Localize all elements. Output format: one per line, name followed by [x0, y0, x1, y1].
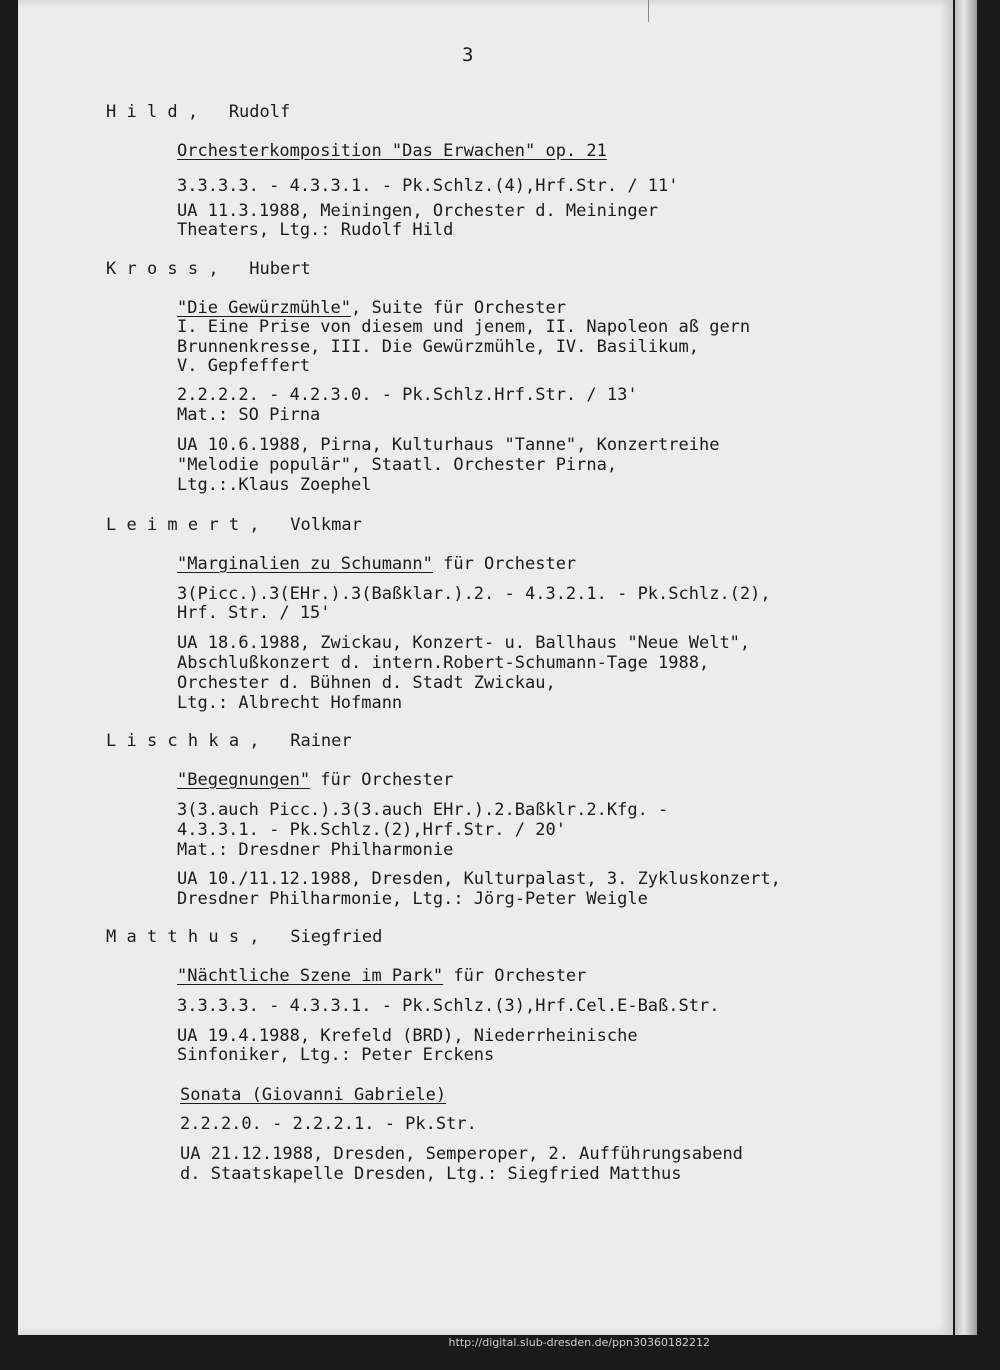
material-line: Mat.: Dresdner Philharmonie	[177, 840, 454, 860]
performance-line: UA 10.6.1988, Pirna, Kulturhaus "Tanne", Konzertreihe	[177, 435, 720, 455]
instrumentation-line: 3(3.auch Picc.).3(3.auch EHr.).2.Baßklr.2.Kfg. -	[177, 800, 669, 820]
scan-mark	[648, 0, 649, 22]
performance-line: Theaters, Ltg.: Rudolf Hild	[177, 220, 454, 240]
composer-name: K r o s s , Hubert	[106, 259, 311, 279]
work-title-line	[177, 967, 586, 986]
performance-line: Abschlußkonzert d. intern.Robert-Schumann-Tage 1988,	[177, 653, 710, 673]
composer-name: M a t t h u s , Siegfried	[106, 927, 383, 947]
work-title-line	[177, 555, 576, 574]
source-url: http://digital.slub-dresden.de/ppn30360182212	[448, 1336, 710, 1349]
work-title: "Die Gewürzmühle"	[177, 298, 351, 318]
performance-line: Dresdner Philharmonie, Ltg.: Jörg-Peter Weigle	[177, 889, 648, 909]
performance-line: UA 18.6.1988, Zwickau, Konzert- u. Ballhaus "Neue Welt",	[177, 633, 751, 653]
work-title-suffix: für Orchester	[432, 554, 577, 574]
instrumentation-line: 3(Picc.).3(EHr.).3(Baßklar.).2. - 4.3.2.1. - Pk.Schlz.(2),	[177, 584, 771, 604]
instrumentation-line: Hrf. Str. / 15'	[177, 603, 331, 623]
movement-line: V. Gepfeffert	[177, 356, 311, 376]
performance-line: UA 10./11.12.1988, Dresden, Kulturpalast, 3. Zykluskonzert,	[177, 869, 781, 889]
page-edge	[955, 0, 977, 1335]
instrumentation-line: 2.2.2.0. - 2.2.2.1. - Pk.Str.	[180, 1114, 477, 1134]
work-title-line	[177, 299, 566, 318]
work-title-suffix: , Suite für Orchester	[351, 298, 566, 318]
instrumentation-line: 3.3.3.3. - 4.3.3.1. - Pk.Schlz.(3),Hrf.Cel.E-Baß.Str.	[177, 996, 720, 1016]
performance-line: UA 11.3.1988, Meiningen, Orchester d. Meininger	[177, 201, 659, 221]
instrumentation-line: 3.3.3.3. - 4.3.3.1. - Pk.Schlz.(4),Hrf.Str. / 11'	[177, 176, 679, 196]
performance-line: Ltg.: Albrecht Hofmann	[177, 693, 403, 713]
work-title: "Nächtliche Szene im Park"	[177, 966, 444, 986]
performance-line: d. Staatskapelle Dresden, Ltg.: Siegfried Matthus	[180, 1164, 682, 1184]
performance-line: Ltg.:.Klaus Zoephel	[177, 475, 372, 495]
work-title: "Begegnungen"	[177, 770, 311, 790]
work-title: Sonata (Giovanni Gabriele)	[180, 1085, 447, 1105]
work-title: Orchesterkomposition "Das Erwachen" op. 21	[177, 141, 607, 161]
performance-line: Sinfoniker, Ltg.: Peter Erckens	[177, 1045, 495, 1065]
work-title-suffix: für Orchester	[310, 770, 454, 790]
composer-name: H i l d , Rudolf	[106, 102, 291, 122]
composer-name: L i s c h k a , Rainer	[106, 731, 352, 751]
performance-line: UA 21.12.1988, Dresden, Semperoper, 2. Aufführungsabend	[180, 1144, 743, 1164]
movement-line: I. Eine Prise von diesem und jenem, II. Napoleon aß gern	[177, 317, 751, 337]
performance-line: Orchester d. Bühnen d. Stadt Zwickau,	[177, 673, 556, 693]
page-number: 3	[462, 44, 474, 66]
material-line: Mat.: SO Pirna	[177, 405, 321, 425]
work-title: "Marginalien zu Schumann"	[177, 554, 433, 574]
work-title-line	[177, 771, 453, 790]
composer-name: L e i m e r t , Volkmar	[106, 515, 362, 535]
performance-line: UA 19.4.1988, Krefeld (BRD), Niederrheinische	[177, 1026, 638, 1046]
work-title-suffix: für Orchester	[443, 966, 587, 986]
instrumentation-line: 4.3.3.1. - Pk.Schlz.(2),Hrf.Str. / 20'	[177, 820, 566, 840]
performance-line: "Melodie populär", Staatl. Orchester Pirna,	[177, 455, 618, 475]
movement-line: Brunnenkresse, III. Die Gewürzmühle, IV. Basilikum,	[177, 337, 699, 357]
instrumentation-line: 2.2.2.2. - 4.2.3.0. - Pk.Schlz.Hrf.Str. / 13'	[177, 385, 638, 405]
